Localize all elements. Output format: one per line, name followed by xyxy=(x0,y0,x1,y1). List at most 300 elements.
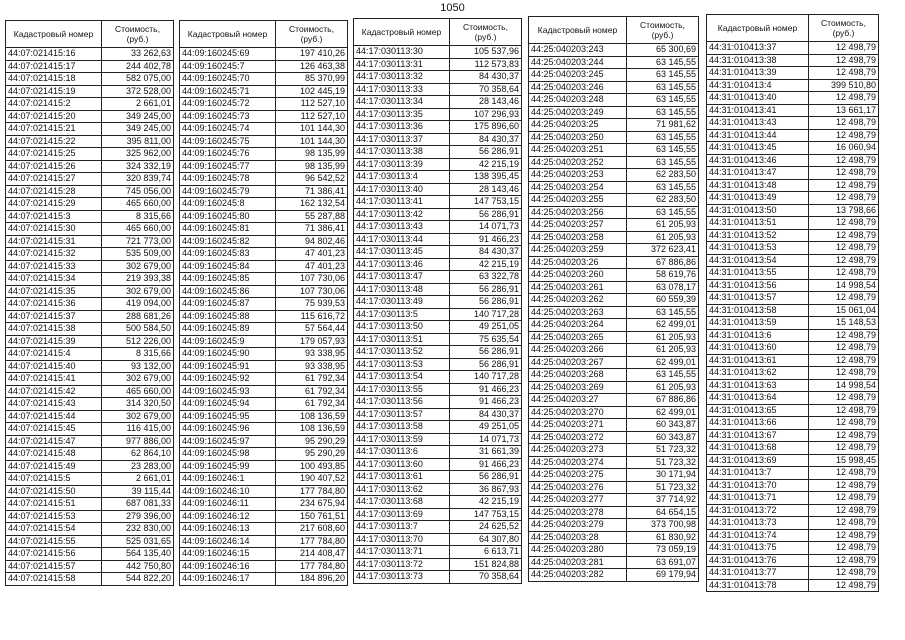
cost-cell: 84 430,37 xyxy=(450,71,522,84)
cadastral-number-cell: 44:31:010413:6 xyxy=(707,329,809,342)
cadastral-number-cell: 44:07:021415:51 xyxy=(6,498,102,511)
cost-cell: 14 998,54 xyxy=(809,279,879,292)
cadastral-number-cell: 44:17:030113:45 xyxy=(354,246,450,259)
cost-cell: 12 498,79 xyxy=(809,179,879,192)
cost-cell: 63 322,78 xyxy=(450,271,522,284)
cost-cell: 15 061,04 xyxy=(809,304,879,317)
cost-cell: 288 681,26 xyxy=(102,310,174,323)
cadastral-number-cell: 44:25:040203:262 xyxy=(529,294,627,307)
cost-cell: 71 386,41 xyxy=(276,223,348,236)
cadastral-number-cell: 44:31:010413:61 xyxy=(707,354,809,367)
cost-cell: 56 286,91 xyxy=(450,471,522,484)
cadastral-table-4 xyxy=(528,16,699,582)
cost-cell: 56 286,91 xyxy=(450,283,522,296)
cost-cell: 63 145,55 xyxy=(627,369,699,382)
cost-cell: 138 395,45 xyxy=(450,171,522,184)
cadastral-number-cell: 44:25:040203:261 xyxy=(529,281,627,294)
cadastral-number-cell: 44:31:010413:67 xyxy=(707,429,809,442)
cadastral-number-cell: 44:07:021415:49 xyxy=(6,460,102,473)
cadastral-number-cell: 44:17:030113:39 xyxy=(354,158,450,171)
table-row xyxy=(529,444,699,457)
cost-cell: 75 635,54 xyxy=(450,333,522,346)
table-row xyxy=(180,323,348,336)
cost-cell: 179 057,93 xyxy=(276,335,348,348)
cost-cell: 93 132,00 xyxy=(102,360,174,373)
cost-cell: 177 784,80 xyxy=(276,535,348,548)
cost-cell: 60 343,87 xyxy=(627,431,699,444)
cost-cell: 12 498,79 xyxy=(809,479,879,492)
cost-cell: 13 661,17 xyxy=(809,104,879,117)
cost-cell: 67 886,86 xyxy=(627,256,699,269)
cost-cell: 63 145,55 xyxy=(627,81,699,94)
cost-cell: 12 498,79 xyxy=(809,42,879,55)
cadastral-number-cell: 44:31:010413:40 xyxy=(707,92,809,105)
cadastral-number-cell: 44:31:010413:53 xyxy=(707,242,809,255)
table-row xyxy=(707,142,879,155)
cadastral-number-cell: 44:31:010413:65 xyxy=(707,404,809,417)
cadastral-number-cell: 44:31:010413:43 xyxy=(707,117,809,130)
cost-cell: 721 773,00 xyxy=(102,235,174,248)
cadastral-number-cell: 44:07:021415:5 xyxy=(6,473,102,486)
table-row xyxy=(529,419,699,432)
table-row xyxy=(6,410,174,423)
cadastral-number-cell: 44:25:040203:263 xyxy=(529,306,627,319)
table-row xyxy=(529,294,699,307)
cost-cell: 14 071,73 xyxy=(450,433,522,446)
cadastral-number-cell: 44:09:160245:92 xyxy=(180,373,276,386)
table-row xyxy=(6,323,174,336)
cost-cell: 100 493,85 xyxy=(276,460,348,473)
table-row xyxy=(529,344,699,357)
table-row xyxy=(529,94,699,107)
table-row xyxy=(354,108,522,121)
cadastral-number-cell: 44:17:030113:72 xyxy=(354,558,450,571)
table-row xyxy=(6,485,174,498)
cadastral-number-cell: 44:25:040203:278 xyxy=(529,506,627,519)
cost-cell: 175 896,60 xyxy=(450,121,522,134)
cost-cell: 61 205,93 xyxy=(627,381,699,394)
cost-cell: 2 661,01 xyxy=(102,98,174,111)
cadastral-number-cell: 44:17:030113:43 xyxy=(354,221,450,234)
table-row xyxy=(180,573,348,586)
cadastral-number-cell: 44:25:040203:254 xyxy=(529,181,627,194)
cost-cell: 55 287,88 xyxy=(276,210,348,223)
cadastral-number-cell: 44:25:040203:264 xyxy=(529,319,627,332)
cadastral-number-cell: 44:17:030113:70 xyxy=(354,533,450,546)
table-row xyxy=(180,98,348,111)
table-row xyxy=(354,283,522,296)
cost-cell: 564 135,40 xyxy=(102,548,174,561)
cadastral-number-cell: 44:25:040203:265 xyxy=(529,331,627,344)
cost-cell: 94 802,46 xyxy=(276,235,348,248)
cadastral-number-cell: 44:07:021415:21 xyxy=(6,123,102,136)
cost-cell: 349 245,00 xyxy=(102,123,174,136)
cost-cell: 395 811,00 xyxy=(102,135,174,148)
cadastral-table-5 xyxy=(706,14,879,592)
cadastral-number-cell: 44:31:010413:78 xyxy=(707,579,809,592)
table-row xyxy=(529,231,699,244)
table-row xyxy=(354,458,522,471)
table-row xyxy=(354,146,522,159)
cadastral-number-cell: 44:31:010413:44 xyxy=(707,129,809,142)
cost-cell: 320 839,74 xyxy=(102,173,174,186)
cost-cell: 325 962,00 xyxy=(102,148,174,161)
cost-cell: 244 402,78 xyxy=(102,60,174,73)
table-row xyxy=(354,508,522,521)
table-row xyxy=(707,529,879,542)
cost-cell: 39 115,44 xyxy=(102,485,174,498)
cadastral-number-cell: 44:09:160246:14 xyxy=(180,535,276,548)
cadastral-number-cell: 44:07:021415:22 xyxy=(6,135,102,148)
table-row xyxy=(707,329,879,342)
cadastral-number-cell: 44:09:160245:74 xyxy=(180,123,276,136)
cadastral-number-cell: 44:31:010413:45 xyxy=(707,142,809,155)
table-row xyxy=(707,429,879,442)
cadastral-number-cell: 44:25:040203:251 xyxy=(529,144,627,157)
table-row xyxy=(354,533,522,546)
cost-cell: 302 679,00 xyxy=(102,373,174,386)
cadastral-number-cell: 44:17:030113:46 xyxy=(354,258,450,271)
cost-cell: 84 430,37 xyxy=(450,133,522,146)
cadastral-number-cell: 44:07:021415:56 xyxy=(6,548,102,561)
cost-cell: 12 498,79 xyxy=(809,217,879,230)
cost-cell: 63 145,55 xyxy=(627,206,699,219)
cost-cell: 56 286,91 xyxy=(450,208,522,221)
table-row xyxy=(707,492,879,505)
cadastral-number-cell: 44:07:021415:25 xyxy=(6,148,102,161)
table-row xyxy=(707,67,879,80)
table-row xyxy=(707,504,879,517)
cost-cell: 71 386,41 xyxy=(276,185,348,198)
table-row xyxy=(529,256,699,269)
table-row xyxy=(354,571,522,584)
cadastral-number-cell: 44:07:021415:43 xyxy=(6,398,102,411)
table-row xyxy=(354,133,522,146)
table-row xyxy=(6,348,174,361)
cadastral-number-cell: 44:31:010413:72 xyxy=(707,504,809,517)
table-row xyxy=(707,54,879,67)
cadastral-number-cell: 44:31:010413:68 xyxy=(707,442,809,455)
cadastral-number-cell: 44:09:160245:96 xyxy=(180,423,276,436)
cadastral-number-cell: 44:07:021415:57 xyxy=(6,560,102,573)
table-row xyxy=(180,260,348,273)
cadastral-number-cell: 44:09:160246:16 xyxy=(180,560,276,573)
cadastral-number-cell: 44:31:010413:69 xyxy=(707,454,809,467)
cost-cell: 512 226,00 xyxy=(102,335,174,348)
table-row xyxy=(529,494,699,507)
cost-cell: 419 094,00 xyxy=(102,298,174,311)
cost-cell: 15 998,45 xyxy=(809,454,879,467)
cadastral-number-cell: 44:09:160245:83 xyxy=(180,248,276,261)
cost-cell: 324 332,19 xyxy=(102,160,174,173)
cost-cell: 349 245,00 xyxy=(102,110,174,123)
cadastral-number-cell: 44:09:160245:87 xyxy=(180,298,276,311)
cost-cell: 12 498,79 xyxy=(809,429,879,442)
cost-cell: 116 415,00 xyxy=(102,423,174,436)
cadastral-number-cell: 44:09:160245:86 xyxy=(180,285,276,298)
cost-cell: 62 864,10 xyxy=(102,448,174,461)
cost-cell: 67 886,86 xyxy=(627,394,699,407)
table-row xyxy=(354,546,522,559)
table-row xyxy=(707,379,879,392)
table-row xyxy=(529,106,699,119)
cost-cell: 64 307,80 xyxy=(450,533,522,546)
table-row xyxy=(180,48,348,61)
cadastral-number-cell: 44:17:030113:44 xyxy=(354,233,450,246)
cadastral-number-cell: 44:31:010413:57 xyxy=(707,292,809,305)
table-row xyxy=(354,183,522,196)
table-row xyxy=(707,517,879,530)
cost-cell: 12 498,79 xyxy=(809,292,879,305)
table-row xyxy=(529,356,699,369)
cost-cell: 101 144,30 xyxy=(276,135,348,148)
cadastral-number-cell: 44:09:160246:12 xyxy=(180,510,276,523)
cadastral-number-cell: 44:09:160245:91 xyxy=(180,360,276,373)
cadastral-number-cell: 44:17:030113:49 xyxy=(354,296,450,309)
cadastral-number-cell: 44:07:021415:39 xyxy=(6,335,102,348)
table-row xyxy=(529,244,699,257)
table-row xyxy=(529,131,699,144)
cost-cell: 28 143,46 xyxy=(450,96,522,109)
table-row xyxy=(6,173,174,186)
cost-cell: 12 498,79 xyxy=(809,442,879,455)
cadastral-number-cell: 44:25:040203:279 xyxy=(529,519,627,532)
table-row xyxy=(180,423,348,436)
cost-cell: 279 396,00 xyxy=(102,510,174,523)
cadastral-number-cell: 44:07:021415:18 xyxy=(6,73,102,86)
cost-cell: 465 660,00 xyxy=(102,223,174,236)
table-row xyxy=(6,523,174,536)
cost-cell: 8 315,66 xyxy=(102,348,174,361)
cadastral-number-cell: 44:25:040203:280 xyxy=(529,544,627,557)
table-row xyxy=(6,98,174,111)
cost-cell: 12 498,79 xyxy=(809,229,879,242)
cost-cell: 95 290,29 xyxy=(276,448,348,461)
cadastral-number-cell: 44:09:160245:72 xyxy=(180,98,276,111)
cadastral-number-cell: 44:31:010413:59 xyxy=(707,317,809,330)
table-row xyxy=(354,383,522,396)
cadastral-number-cell: 44:17:030113:73 xyxy=(354,571,450,584)
table-row xyxy=(180,148,348,161)
table-row xyxy=(180,548,348,561)
table-row xyxy=(529,481,699,494)
cost-cell: 150 761,51 xyxy=(276,510,348,523)
cadastral-number-cell: 44:25:040203:243 xyxy=(529,44,627,57)
header-cadastral-number: Кадастровый номер xyxy=(180,21,276,48)
table-row xyxy=(707,354,879,367)
cost-cell: 31 661,39 xyxy=(450,446,522,459)
table-row xyxy=(529,81,699,94)
cost-cell: 63 145,55 xyxy=(627,306,699,319)
cadastral-number-cell: 44:31:010413:47 xyxy=(707,167,809,180)
table-row xyxy=(180,535,348,548)
table-row xyxy=(6,335,174,348)
cost-cell: 6 613,71 xyxy=(450,546,522,559)
table-row xyxy=(707,254,879,267)
cadastral-number-cell: 44:17:030113:41 xyxy=(354,196,450,209)
cost-cell: 47 401,23 xyxy=(276,248,348,261)
cadastral-number-cell: 44:31:010413:54 xyxy=(707,254,809,267)
cadastral-number-cell: 44:17:030113:37 xyxy=(354,133,450,146)
table-row xyxy=(6,260,174,273)
cadastral-number-cell: 44:25:040203:258 xyxy=(529,231,627,244)
cadastral-number-cell: 44:09:160246:10 xyxy=(180,485,276,498)
cadastral-number-cell: 44:07:021415:2 xyxy=(6,98,102,111)
table-row xyxy=(707,567,879,580)
table-row xyxy=(180,385,348,398)
cost-cell: 85 370,99 xyxy=(276,73,348,86)
cadastral-number-cell: 44:25:040203:271 xyxy=(529,419,627,432)
cost-cell: 62 499,01 xyxy=(627,406,699,419)
cadastral-number-cell: 44:07:021415:28 xyxy=(6,185,102,198)
cost-cell: 162 132,54 xyxy=(276,198,348,211)
cost-cell: 64 654,15 xyxy=(627,506,699,519)
cost-cell: 16 060,94 xyxy=(809,142,879,155)
cadastral-number-cell: 44:31:010413:55 xyxy=(707,267,809,280)
cadastral-number-cell: 44:07:021415:20 xyxy=(6,110,102,123)
table-row xyxy=(180,448,348,461)
cadastral-number-cell: 44:09:160245:70 xyxy=(180,73,276,86)
cadastral-number-cell: 44:31:010413:71 xyxy=(707,492,809,505)
table-row xyxy=(707,92,879,105)
cost-cell: 91 466,23 xyxy=(450,383,522,396)
cost-cell: 51 723,32 xyxy=(627,481,699,494)
table-row xyxy=(707,42,879,55)
table-row xyxy=(354,408,522,421)
cadastral-number-cell: 44:17:030113:50 xyxy=(354,321,450,334)
table-row xyxy=(180,560,348,573)
cost-cell: 147 753,15 xyxy=(450,508,522,521)
cadastral-number-cell: 44:25:040203:248 xyxy=(529,94,627,107)
cadastral-number-cell: 44:07:021415:35 xyxy=(6,285,102,298)
table-row xyxy=(180,223,348,236)
cost-cell: 24 625,52 xyxy=(450,521,522,534)
cadastral-number-cell: 44:09:160245:69 xyxy=(180,48,276,61)
table-row xyxy=(180,273,348,286)
cost-cell: 465 660,00 xyxy=(102,385,174,398)
cadastral-number-cell: 44:09:160245:81 xyxy=(180,223,276,236)
cost-cell: 61 792,34 xyxy=(276,373,348,386)
cost-cell: 63 145,55 xyxy=(627,94,699,107)
cadastral-number-cell: 44:09:160246:1 xyxy=(180,473,276,486)
cadastral-number-cell: 44:17:030113:54 xyxy=(354,371,450,384)
cadastral-number-cell: 44:31:010413:52 xyxy=(707,229,809,242)
cadastral-number-cell: 44:09:160245:77 xyxy=(180,160,276,173)
table-row xyxy=(354,158,522,171)
cadastral-number-cell: 44:17:030113:33 xyxy=(354,83,450,96)
table-row xyxy=(529,281,699,294)
table-row xyxy=(6,273,174,286)
cost-cell: 63 145,55 xyxy=(627,56,699,69)
table-row xyxy=(707,442,879,455)
cost-cell: 96 542,52 xyxy=(276,173,348,186)
table-row xyxy=(354,71,522,84)
cost-cell: 14 998,54 xyxy=(809,379,879,392)
cost-cell: 372 528,00 xyxy=(102,85,174,98)
cost-cell: 12 498,79 xyxy=(809,167,879,180)
table-row xyxy=(6,198,174,211)
table-row xyxy=(6,360,174,373)
cost-cell: 12 498,79 xyxy=(809,342,879,355)
cadastral-number-cell: 44:17:030113:5 xyxy=(354,308,450,321)
table-row xyxy=(180,398,348,411)
cadastral-number-cell: 44:09:160245:99 xyxy=(180,460,276,473)
cost-cell: 60 559,39 xyxy=(627,294,699,307)
cost-cell: 12 498,79 xyxy=(809,517,879,530)
table-row xyxy=(6,223,174,236)
cost-cell: 535 509,00 xyxy=(102,248,174,261)
cadastral-number-cell: 44:07:021415:26 xyxy=(6,160,102,173)
cost-cell: 70 358,64 xyxy=(450,571,522,584)
table-row xyxy=(529,394,699,407)
table-row xyxy=(354,271,522,284)
cadastral-number-cell: 44:09:160245:93 xyxy=(180,385,276,398)
cost-cell: 63 145,55 xyxy=(627,131,699,144)
cadastral-number-cell: 44:25:040203:266 xyxy=(529,344,627,357)
cadastral-number-cell: 44:31:010413:50 xyxy=(707,204,809,217)
cost-cell: 442 750,80 xyxy=(102,560,174,573)
cadastral-number-cell: 44:31:010413:62 xyxy=(707,367,809,380)
table-row xyxy=(707,554,879,567)
cadastral-number-cell: 44:31:010413:75 xyxy=(707,542,809,555)
table-row xyxy=(180,373,348,386)
cadastral-number-cell: 44:31:010413:66 xyxy=(707,417,809,430)
cadastral-number-cell: 44:17:030113:34 xyxy=(354,96,450,109)
cost-cell: 302 679,00 xyxy=(102,410,174,423)
cost-cell: 302 679,00 xyxy=(102,260,174,273)
cost-cell: 63 145,55 xyxy=(627,144,699,157)
table-row xyxy=(354,321,522,334)
cost-cell: 98 135,99 xyxy=(276,148,348,161)
table-row xyxy=(354,483,522,496)
cadastral-number-cell: 44:07:021415:47 xyxy=(6,435,102,448)
cadastral-number-cell: 44:25:040203:244 xyxy=(529,56,627,69)
table-row xyxy=(707,454,879,467)
table-row xyxy=(707,292,879,305)
table-row xyxy=(180,135,348,148)
cost-cell: 107 730,06 xyxy=(276,273,348,286)
cadastral-number-cell: 44:17:030113:56 xyxy=(354,396,450,409)
cadastral-number-cell: 44:25:040203:259 xyxy=(529,244,627,257)
table-row xyxy=(707,117,879,130)
cost-cell: 13 798,66 xyxy=(809,204,879,217)
cadastral-number-cell: 44:07:021415:17 xyxy=(6,60,102,73)
table-row xyxy=(529,469,699,482)
table-row xyxy=(707,279,879,292)
cadastral-number-cell: 44:07:021415:55 xyxy=(6,535,102,548)
table-row xyxy=(6,160,174,173)
table-row xyxy=(180,73,348,86)
cadastral-number-cell: 44:31:010413:7 xyxy=(707,467,809,480)
cost-cell: 12 498,79 xyxy=(809,254,879,267)
table-row xyxy=(707,204,879,217)
table-row xyxy=(529,319,699,332)
table-row xyxy=(707,267,879,280)
cadastral-number-cell: 44:09:160245:7 xyxy=(180,60,276,73)
cost-cell: 28 143,46 xyxy=(450,183,522,196)
cost-cell: 23 283,00 xyxy=(102,460,174,473)
cost-cell: 399 510,80 xyxy=(809,79,879,92)
cost-cell: 102 445,19 xyxy=(276,85,348,98)
table-row xyxy=(707,154,879,167)
cost-cell: 91 466,23 xyxy=(450,458,522,471)
cadastral-number-cell: 44:31:010413:63 xyxy=(707,379,809,392)
cost-cell: 12 498,79 xyxy=(809,267,879,280)
table-row xyxy=(707,179,879,192)
cost-cell: 73 059,19 xyxy=(627,544,699,557)
table-row xyxy=(707,129,879,142)
table-row xyxy=(6,73,174,86)
